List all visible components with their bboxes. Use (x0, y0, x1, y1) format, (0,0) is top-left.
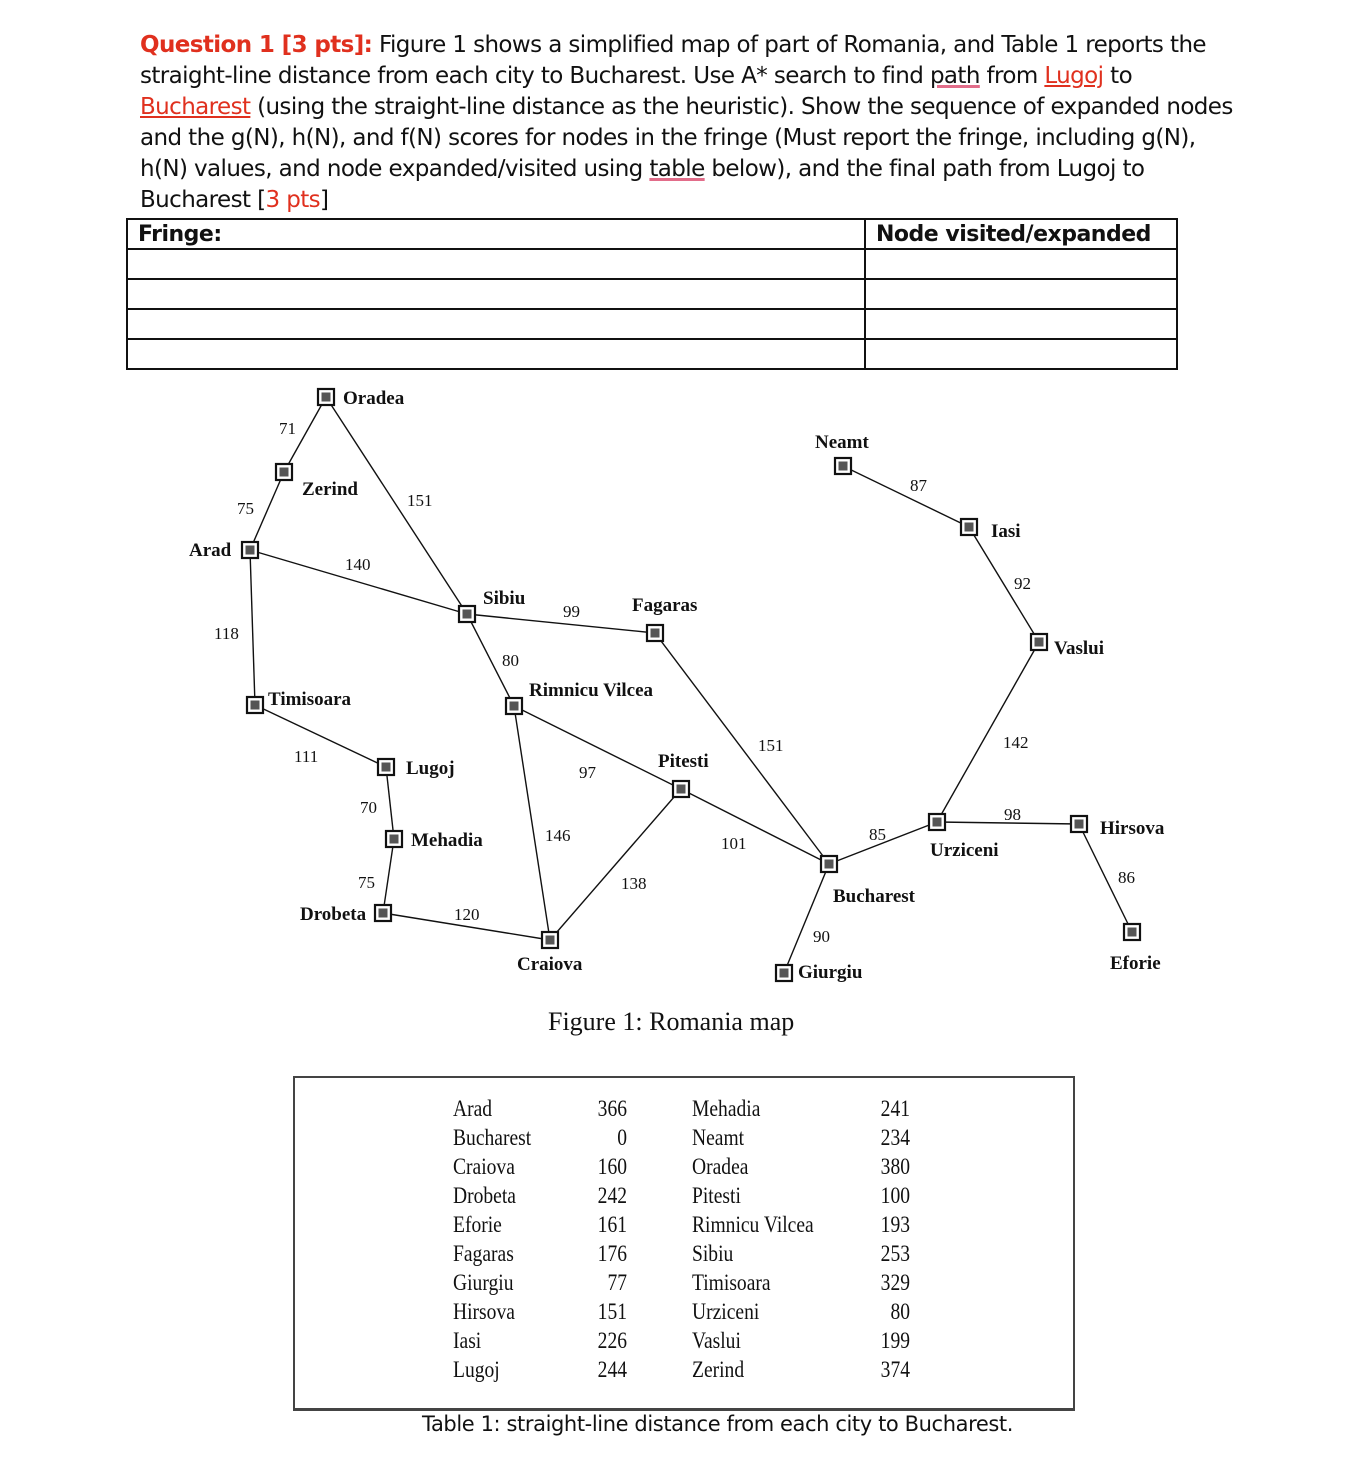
heuristic-value: 242 (597, 1183, 627, 1208)
city-node-lugoj (378, 759, 394, 775)
city-node-mehadia (386, 831, 402, 847)
answer-row (127, 339, 1177, 369)
heuristic-city: Hirsova (453, 1299, 515, 1324)
heuristic-city: Fagaras (453, 1241, 514, 1266)
answer-table-header (127, 219, 1177, 249)
distance-label: 101 (721, 834, 747, 853)
distance-label: 118 (214, 624, 239, 643)
city-label-arad: Arad (189, 540, 232, 561)
city-label-zerind: Zerind (302, 479, 358, 500)
heuristic-value: 161 (597, 1212, 627, 1237)
heuristic-city: Oradea (692, 1154, 749, 1179)
city-node-urziceni (929, 814, 945, 830)
city-label-craiova: Craiova (517, 954, 583, 975)
city-label-neamt: Neamt (815, 432, 869, 453)
distance-label: 80 (502, 651, 519, 670)
heuristic-city: Mehadia (692, 1096, 761, 1121)
heuristic-city: Rimnicu Vilcea (692, 1212, 814, 1237)
city-label-sibiu: Sibiu (483, 588, 526, 609)
heuristic-value: 226 (597, 1328, 627, 1353)
table-caption: Table 1: straight-line distance from each city to Bucharest. (422, 1412, 1014, 1436)
heuristic-city: Arad (453, 1096, 493, 1121)
distance-label: 85 (869, 825, 886, 844)
city-node-timisoara (247, 697, 263, 713)
city-node-hirsova (1071, 816, 1087, 832)
answer-row (127, 279, 1177, 309)
city-label-pitesti: Pitesti (658, 751, 709, 772)
distance-label: 71 (279, 419, 296, 438)
fringe-header: Fringe: (127, 219, 865, 249)
visited-cell[interactable] (865, 339, 1177, 369)
answer-table (126, 218, 1178, 370)
heuristic-city: Sibiu (692, 1241, 734, 1266)
distance-label: 70 (360, 798, 377, 817)
heuristic-value: 193 (880, 1212, 910, 1237)
city-node-arad (242, 542, 258, 558)
table-word: table (649, 156, 705, 182)
city-node-drobeta (375, 905, 391, 921)
romania-map (0, 380, 1370, 1010)
road-craiova-pitesti (550, 789, 681, 940)
heuristic-value: 329 (880, 1270, 910, 1295)
city-label-bucharest: Bucharest (833, 886, 915, 907)
heuristic-value: 199 (880, 1328, 910, 1353)
city-node-iasi (961, 519, 977, 535)
distance-label: 146 (545, 826, 571, 845)
distance-label: 138 (621, 874, 647, 893)
city-node-craiova (542, 932, 558, 948)
city-node-giurgiu (776, 965, 792, 981)
road-rimnicu-pitesti (514, 706, 681, 789)
city-node-zerind (276, 464, 292, 480)
city-label-iasi: Iasi (991, 521, 1021, 542)
heuristic-value: 151 (597, 1299, 627, 1324)
city-label-rimnicu: Rimnicu Vilcea (529, 680, 654, 701)
heuristic-city: Urziceni (692, 1299, 760, 1324)
city-node-neamt (835, 458, 851, 474)
city-label-mehadia: Mehadia (411, 830, 483, 851)
question-text-part: below), and the final path from Lugoj to Bucharest [ (140, 156, 1145, 213)
distance-label: 140 (345, 555, 371, 574)
fringe-cell[interactable] (127, 309, 865, 339)
heuristic-value: 100 (880, 1183, 910, 1208)
heuristic-value: 244 (597, 1357, 627, 1382)
heuristic-city: Vaslui (692, 1328, 741, 1353)
heuristic-value: 234 (880, 1125, 910, 1150)
heuristic-city: Timisoara (692, 1270, 771, 1295)
heuristic-city: Drobeta (453, 1183, 516, 1208)
answer-row (127, 309, 1177, 339)
answer-row (127, 249, 1177, 279)
road-bucharest-giurgiu (784, 864, 829, 973)
city-label-drobeta: Drobeta (300, 904, 367, 925)
heuristic-value: 80 (890, 1299, 910, 1324)
city-node-fagaras (647, 625, 663, 641)
visited-cell[interactable] (865, 279, 1177, 309)
heuristic-left-values (568, 1094, 628, 1384)
heuristic-city: Neamt (692, 1125, 745, 1150)
city-label-giurgiu: Giurgiu (798, 962, 863, 983)
heuristic-city: Giurgiu (453, 1270, 514, 1295)
distance-label: 142 (1003, 733, 1029, 752)
fringe-cell[interactable] (127, 249, 865, 279)
distance-label: 75 (358, 873, 375, 892)
question-text-part: Figure 1 shows a simplified map of part of Romania, and Table 1 reports the straight-line distance from each city to Bucharest. Use A* search to find (140, 32, 1206, 89)
map-nodes (242, 389, 1140, 981)
heuristic-city: Lugoj (453, 1357, 500, 1382)
distance-label: 99 (563, 602, 580, 621)
road-oradea-sibiu (326, 397, 467, 614)
fringe-cell[interactable] (127, 279, 865, 309)
city-label-urziceni: Urziceni (930, 840, 999, 861)
road-fagaras-bucharest (655, 633, 829, 864)
question-text (140, 30, 1240, 216)
map-roads (250, 397, 1132, 973)
heuristic-city: Eforie (453, 1212, 502, 1237)
road-timisoara-lugoj (255, 705, 386, 767)
distance-label: 75 (237, 499, 254, 518)
fringe-cell[interactable] (127, 339, 865, 369)
start-city-link[interactable]: Lugoj (1044, 63, 1104, 89)
distance-label: 86 (1118, 868, 1135, 887)
heuristic-value: 0 (617, 1125, 627, 1150)
city-node-pitesti (673, 781, 689, 797)
heuristic-right-cities (692, 1094, 814, 1384)
path-word: path (929, 63, 980, 89)
distance-label: 90 (813, 927, 830, 946)
city-node-eforie (1124, 924, 1140, 940)
city-node-sibiu (459, 606, 475, 622)
heuristic-table (293, 1076, 1075, 1411)
road-mehadia-drobeta (383, 839, 394, 913)
city-node-oradea (318, 389, 334, 405)
heuristic-value: 241 (880, 1096, 910, 1121)
heuristic-city: Iasi (453, 1328, 482, 1353)
heuristic-city: Bucharest (453, 1125, 532, 1150)
city-label-timisoara: Timisoara (268, 689, 352, 710)
heuristic-value: 253 (880, 1241, 910, 1266)
heuristic-left-cities (453, 1094, 531, 1384)
points-label: 3 pts (265, 187, 321, 213)
heuristic-city: Zerind (692, 1357, 745, 1382)
distance-label: 98 (1004, 805, 1021, 824)
question-text-part: (using the straight-line distance as the heuristic). Show the sequence of expanded nodes and the g(N), h(N), and f(N) scores for nodes in the fringe (Must report the fringe, including g(N), h(N) values, and node expanded/visited using (140, 94, 1233, 182)
question-text-part: to (1103, 63, 1133, 89)
heuristic-city: Craiova (453, 1154, 515, 1179)
question-heading: Question 1 [3 pts]: (140, 32, 373, 58)
road-sibiu-fagaras (467, 614, 655, 633)
distance-label: 97 (579, 763, 596, 782)
goal-city-link[interactable]: Bucharest (140, 94, 251, 120)
heuristic-value: 160 (597, 1154, 627, 1179)
heuristic-right-values (851, 1094, 911, 1384)
question-text-part: from (979, 63, 1045, 89)
city-label-lugoj: Lugoj (406, 758, 455, 779)
figure-caption: Figure 1: Romania map (548, 1007, 795, 1036)
heuristic-value: 380 (880, 1154, 910, 1179)
city-label-hirsova: Hirsova (1100, 818, 1165, 839)
distance-label: 111 (294, 747, 319, 766)
road-arad-timisoara (250, 550, 255, 705)
city-node-vaslui (1031, 634, 1047, 650)
distance-label: 87 (910, 476, 927, 495)
city-node-bucharest (821, 856, 837, 872)
heuristic-value: 366 (597, 1096, 627, 1121)
city-label-oradea: Oradea (343, 388, 405, 409)
city-node-rimnicu (506, 698, 522, 714)
visited-cell[interactable] (865, 249, 1177, 279)
road-rimnicu-craiova (514, 706, 550, 940)
heuristic-value: 77 (607, 1270, 627, 1295)
city-label-vaslui: Vaslui (1054, 638, 1104, 659)
road-lugoj-mehadia (386, 767, 394, 839)
question-text-part: ] (320, 187, 329, 213)
road-pitesti-bucharest (681, 789, 829, 864)
distance-label: 92 (1014, 574, 1031, 593)
distance-label: 151 (407, 491, 433, 510)
heuristic-value: 374 (880, 1357, 910, 1382)
road-iasi-neamt (843, 466, 969, 527)
distance-label: 151 (758, 736, 784, 755)
visited-cell[interactable] (865, 309, 1177, 339)
distance-label: 120 (454, 905, 480, 924)
city-label-fagaras: Fagaras (632, 595, 698, 616)
heuristic-value: 176 (597, 1241, 627, 1266)
city-label-eforie: Eforie (1110, 953, 1161, 974)
heuristic-city: Pitesti (692, 1183, 741, 1208)
road-zerind-arad (250, 472, 284, 550)
node-visited-header: Node visited/expanded (865, 219, 1177, 249)
road-urziceni-vaslui (937, 642, 1039, 822)
